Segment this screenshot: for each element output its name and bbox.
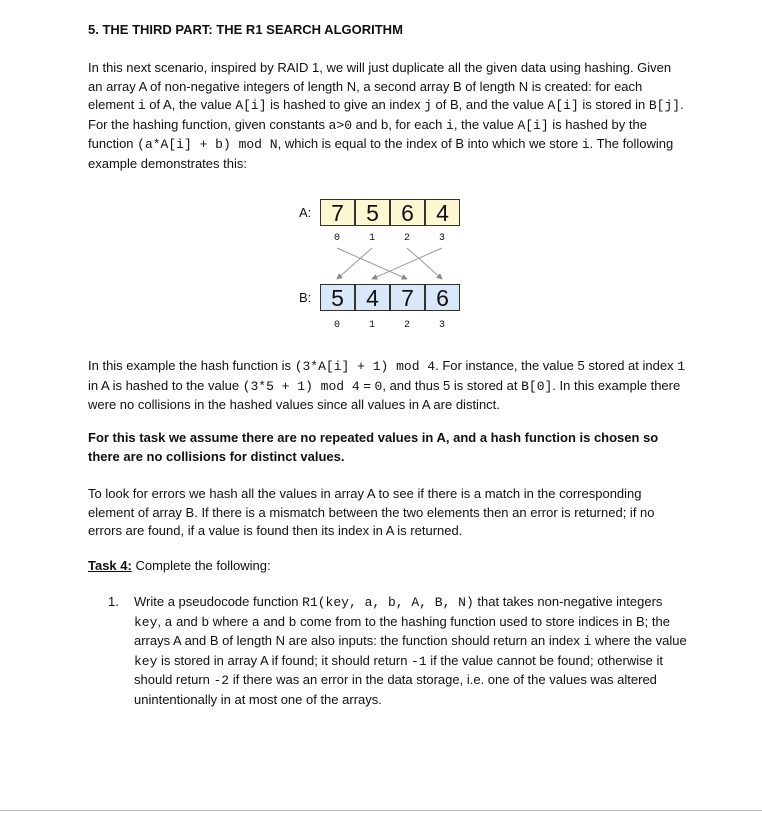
task-line [88, 557, 688, 576]
array-a-cell: 4 [425, 199, 460, 226]
array-b-index: 1 [368, 320, 375, 331]
hash-arrow [407, 248, 442, 279]
errors-paragraph: To look for errors we hash all the values in array A to see if there is a match in the corresponding element of array B. If there is a mismatch between the two elements then an error is returned; if no errors are found, if a value is found then its index in A is returned. [88, 486, 655, 538]
list-item-number: 1. [108, 594, 119, 609]
array-b-index: 2 [403, 320, 410, 331]
hash-arrow [337, 248, 372, 279]
array-b-cell: 7 [390, 284, 425, 311]
array-a-label: A: [299, 205, 312, 220]
hash-arrow [337, 248, 407, 279]
hash-arrow [372, 248, 442, 279]
array-b-cell: 6 [425, 284, 460, 311]
array-b-cell: 5 [320, 284, 355, 311]
array-b-index: 3 [438, 320, 445, 331]
section-heading: 5. THE THIRD PART: THE R1 SEARCH ALGORITHM [88, 22, 403, 37]
array-b-cell: 4 [355, 284, 390, 311]
array-a-cell: 6 [390, 199, 425, 226]
list-item: Write a pseudocode function R1(key, a, b, A, B, N) that takes non-negative integers key, a and b where a and b come from to the hashing function used to store indices in B; the arrays A and B of length N are also inputs: the function should return an index i where the value key is stored in array A if found; it should return -1 if the value cannot be found; otherwise it should return -2 if there was an error in the data storage, i.e. one of the values was altered unintentionally in at most one of the arrays. [134, 594, 687, 707]
page-divider [0, 810, 762, 811]
assumption-paragraph: For this task we assume there are no repeated values in A, and a hash function is chosen so there are no collisions for distinct values. [88, 430, 659, 464]
task-text: Complete the following: [131, 558, 271, 573]
array-a-index: 3 [438, 233, 445, 244]
intro-paragraph: In this next scenario, inspired by RAID 1, we will just duplicate all the given data using hashing. Given an array A of non-negative integers of length N, a second array B of length N is created: for each element i of A, the value A[i] is hashed to give an index j of B, and the value A[i] is stored in B[j]. For the hashing function, given constants a>0 and b, for each i, the value A[i] is hashed by the function (a*A[i] + b) mod N, which is equal to the index of B into which we store i. The following example demonstrates this: [88, 60, 684, 171]
array-a-index: 0 [333, 233, 340, 244]
array-a-index: 1 [368, 233, 375, 244]
array-b-label: B: [299, 290, 312, 305]
example-paragraph: In this example the hash function is (3*A[i] + 1) mod 4. For instance, the value 5 stored at index 1 in A is hashed to the value (3*5 + 1) mod 4 = 0, and thus 5 is stored at B[0]. In this example there were no collisions in the hashed values since all values in A are distinct. [88, 358, 686, 412]
array-a-cell: 7 [320, 199, 355, 226]
array-a-cell: 5 [355, 199, 390, 226]
array-a-index: 2 [403, 233, 410, 244]
task-label: Task 4: [88, 558, 132, 573]
array-b-index: 0 [333, 320, 340, 331]
